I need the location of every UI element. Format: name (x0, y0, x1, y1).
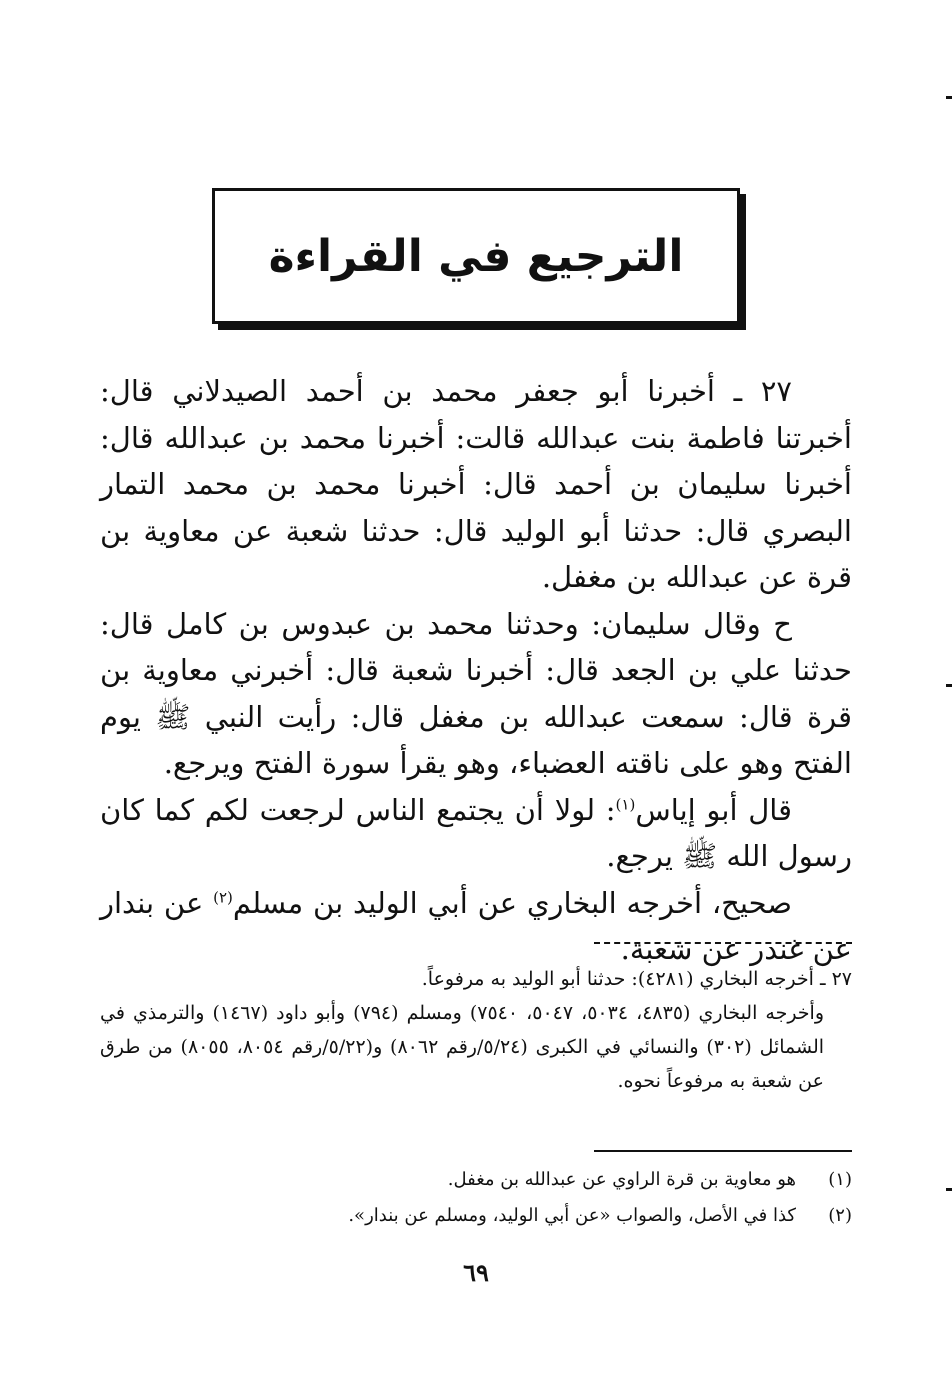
scan-edge-mark (946, 684, 952, 687)
chapter-title-box (212, 188, 740, 324)
footnote-item (100, 1198, 852, 1234)
grading-end: عن بندار عن غندر عن شعبة. (100, 885, 852, 966)
chapter-title: الترجيع في القراءة (268, 230, 684, 282)
footnote-item (100, 1162, 852, 1198)
isnad-paragraph: ٢٧ ـ أخبرنا أبو جعفر محمد بن أحمد الصيدلاني قال: أخبرتنا فاطمة بنت عبدالله قالت: أخبرنا محمد بن عبدالله قال: أخبرنا سليمان بن أحمد قال: أخبرنا محمد بن محمد التمار البصري قال: حدثنا أبو الوليد قال: حدثنا شعبة عن معاوية بن قرة عن عبدالله بن مغفل. (100, 374, 852, 594)
footnote-text: كذا في الأصل، والصواب «عن أبي الوليد، ومسلم عن بندار». (348, 1205, 796, 1226)
abu-iyas-end: : لولا أن يجتمع الناس لرجعت لكم كما كان رسول الله ﷺ يرجع. (100, 792, 852, 873)
footnote-text: هو معاوية بن قرة الراوي عن عبدالله بن مغفل. (447, 1169, 796, 1190)
scan-edge-mark (946, 96, 952, 99)
footnote-rule (594, 1150, 852, 1152)
scan-edge-mark (946, 1188, 952, 1191)
grading-start: صحيح، أخرجه البخاري عن أبي الوليد بن مسلم (232, 885, 792, 920)
hadith-text (100, 368, 852, 973)
footnotes (100, 1162, 852, 1234)
takhrij-line-1: ٢٧ ـ أخرجه البخاري (٤٢٨١): حدثنا أبو الوليد به مرفوعاً. (421, 968, 852, 990)
page-number: ٦٩ (463, 1258, 489, 1287)
abu-iyas-paragraph (100, 787, 852, 880)
takhrij-line-2: وأخرجه البخاري (٤٨٣٥، ٥٠٣٤، ٥٠٤٧، ٧٥٤٠) ومسلم (٧٩٤) وأبو داود (١٤٦٧) والترمذي في الشمائل (٣٠٢) والنسائي في الكبرى (٥/٢٤/رقم ٨٠٦٢) و(٥/٢٢/رقم ٨٠٥٤، ٨٠٥٥) من طرق عن شعبة به مرفوعاً نحوه. (100, 1002, 825, 1092)
footnote-number: (٢) (828, 1205, 852, 1226)
second-isnad-paragraph: ح وقال سليمان: وحدثنا محمد بن عبدوس بن كامل قال: حدثنا علي بن الجعد قال: أخبرنا شعبة قال: أخبرني معاوية بن قرة قال: سمعت عبدالله بن مغفل قال: رأيت النبي ﷺ يوم الفتح وهو على ناقته العضباء، وهو يقرأ سورة الفتح ويرجع. (100, 606, 852, 780)
footnote-ref-2: (٢) (213, 887, 233, 906)
grading-paragraph (100, 880, 852, 973)
abu-iyas-start: قال أبو إياس (635, 792, 792, 827)
dashed-separator (594, 942, 852, 944)
footnote-ref-1: (١) (615, 794, 636, 813)
takhrij-section (100, 962, 852, 1098)
footnote-number: (١) (828, 1169, 852, 1190)
